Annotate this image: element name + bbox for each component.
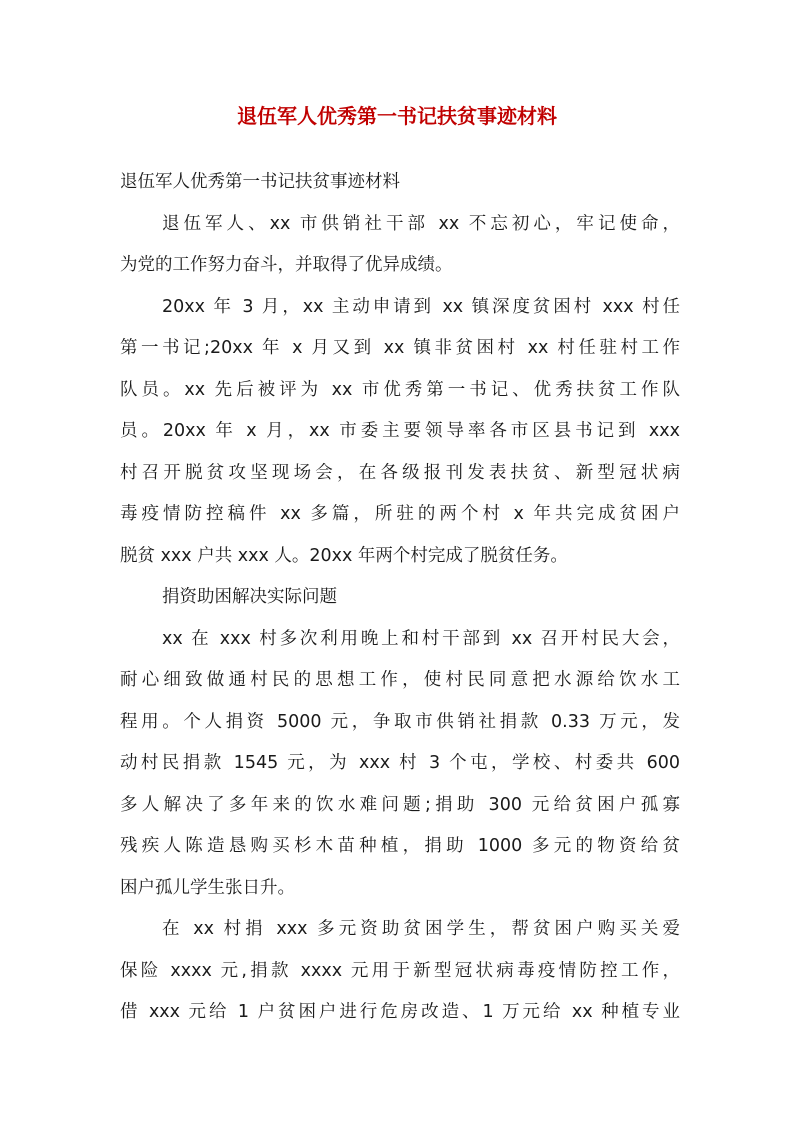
paragraph-line: 在 xx 村捐 xxx 多元资助贫困学生，帮贫困户购买关爱 <box>162 919 680 939</box>
paragraph-line: 第一书记;20xx 年 x 月又到 xx 镇非贫困村 xx 村任驻村工作 <box>120 338 680 358</box>
document-body <box>120 162 680 1034</box>
paragraph-line: 动村民捐款 1545 元，为 xxx 村 3 个屯，学校、村委共 600 <box>120 753 680 773</box>
paragraph-line: 残疾人陈造恳购买杉木苗种植，捐助 1000 多元的物资给贫 <box>120 836 680 856</box>
paragraph-line: 村召开脱贫攻坚现场会，在各级报刊发表扶贫、新型冠状病 <box>120 462 680 483</box>
paragraph-line: 保险 xxxx 元,捐款 xxxx 元用于新型冠状病毒疫情防控工作， <box>120 960 680 981</box>
paragraph-line: 员。20xx 年 x 月，xx 市委主要领导率各市区县书记到 xxx <box>120 421 680 441</box>
paragraph-line: 困户孤儿学生张日升。 <box>120 877 295 898</box>
document-title: 退伍军人优秀第一书记扶贫事迹材料 <box>237 104 557 128</box>
paragraph-line: 毒疫情防控稿件 xx 多篇，所驻的两个村 x 年共完成贫困户 <box>120 504 680 524</box>
paragraph-line: 程用。个人捐资 5000 元，争取市供销社捐款 0.33 万元，发 <box>120 711 680 732</box>
paragraph-line: 脱贫 xxx 户共 xxx 人。20xx 年两个村完成了脱贫任务。 <box>120 545 568 566</box>
paragraph-line: 20xx 年 3 月，xx 主动申请到 xx 镇深度贫困村 xxx 村任 <box>162 296 680 317</box>
section-heading: 捐资助困解决实际问题 <box>162 587 337 607</box>
subtitle-line: 退伍军人优秀第一书记扶贫事迹材料 <box>120 172 400 192</box>
paragraph-line: 退伍军人、xx 市供销社干部 xx 不忘初心，牢记使命， <box>162 213 680 234</box>
paragraph-line: xx 在 xxx 村多次利用晚上和村干部到 xx 召开村民大会， <box>162 628 680 649</box>
paragraph-line: 多人解决了多年来的饮水难问题;捐助 300 元给贫困户孤寡 <box>120 794 680 815</box>
paragraph-line: 耐心细致做通村民的思想工作，使村民同意把水源给饮水工 <box>120 670 680 690</box>
paragraph-line: 为党的工作努力奋斗，并取得了优异成绩。 <box>120 255 453 275</box>
paragraph-line: 借 xxx 元给 1 户贫困户进行危房改造、1 万元给 xx 种植专业 <box>120 1002 680 1022</box>
paragraph-line: 队员。xx 先后被评为 xx 市优秀第一书记、优秀扶贫工作队 <box>120 379 680 400</box>
